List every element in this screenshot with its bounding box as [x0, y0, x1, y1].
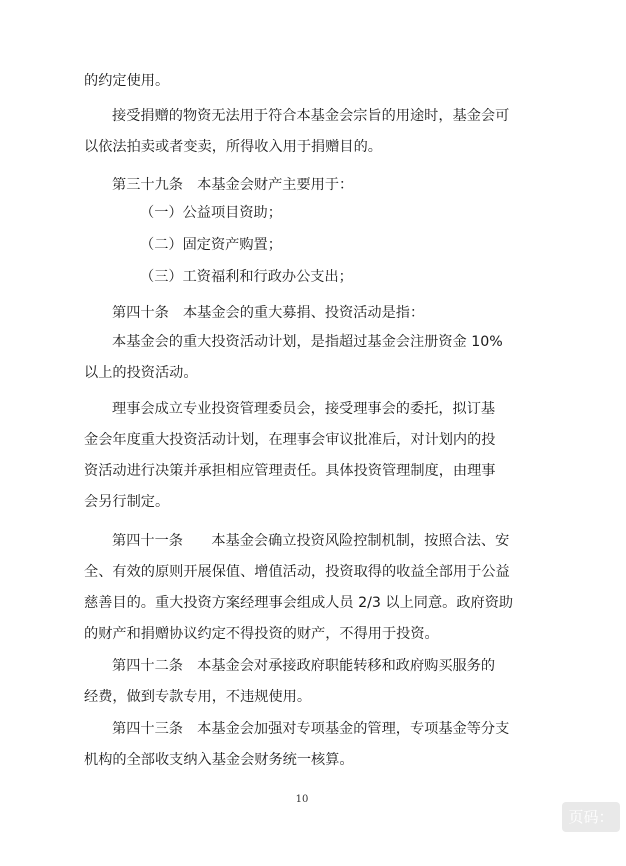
- text-line: 会另行制定。: [84, 494, 170, 510]
- text-line: 第四十条 本基金会的重大募捐、投资活动是指：: [112, 305, 425, 321]
- article-43: [84, 714, 524, 776]
- text-line: 第四十一条 本基金会确立投资风险控制机制，按照合法、安: [112, 533, 510, 549]
- text-line: 的财产和捐赠协议约定不得投资的财产，不得用于投资。: [84, 626, 439, 642]
- article-40-paragraph-1: [84, 327, 524, 389]
- page-number-watermark: 页码：: [562, 802, 620, 832]
- article-39-heading: [84, 170, 524, 201]
- text-line: 经费，做到专款专用，不违规使用。: [84, 689, 312, 705]
- text-line: 以依法拍卖或者变卖，所得收入用于捐赠目的。: [84, 139, 382, 155]
- article-40-heading: [84, 298, 524, 329]
- text-line: 的约定使用。: [84, 73, 170, 89]
- text-line: 金会年度重大投资活动计划，在理事会审议批准后，对计划内的投: [84, 432, 496, 448]
- text-line: 资活动进行决策并承担相应管理责任。具体投资管理制度，由理事: [84, 463, 496, 479]
- text-line: 本基金会的重大投资活动计划，是指超过基金会注册资金 10%: [112, 334, 503, 350]
- paragraph-continuation: [84, 66, 524, 97]
- text-line: 机构的全部收支纳入基金会财务统一核算。: [84, 752, 354, 768]
- article-41: [84, 526, 524, 650]
- text-line: 第四十三条 本基金会加强对专项基金的管理，专项基金等分支: [112, 721, 510, 737]
- text-line: 第四十二条 本基金会对承接政府职能转移和政府购买服务的: [112, 658, 496, 674]
- text-line: 接受捐赠的物资无法用于符合本基金会宗旨的用途时，基金会可: [112, 108, 510, 124]
- text-line: 慈善目的。重大投资方案经理事会组成人员 2/3 以上同意。政府资助: [84, 595, 514, 611]
- article-40-paragraph-2: [84, 394, 524, 518]
- text-line: 全、有效的原则开展保值、增值活动，投资取得的收益全部用于公益: [84, 564, 510, 580]
- text-line: 以上的投资活动。: [84, 365, 198, 381]
- paragraph-donated-materials: [84, 101, 524, 163]
- article-39-item-2: （二）固定资产购置；: [140, 237, 282, 253]
- article-39-item-1: （一）公益项目资助；: [140, 205, 282, 221]
- text-line: 理事会成立专业投资管理委员会，接受理事会的委托，拟订基: [112, 401, 496, 417]
- page-number: 10: [295, 794, 309, 805]
- text-line: 第三十九条 本基金会财产主要用于：: [112, 177, 354, 193]
- article-39-item-3: （三）工资福利和行政办公支出；: [140, 269, 353, 285]
- article-42: [84, 651, 524, 713]
